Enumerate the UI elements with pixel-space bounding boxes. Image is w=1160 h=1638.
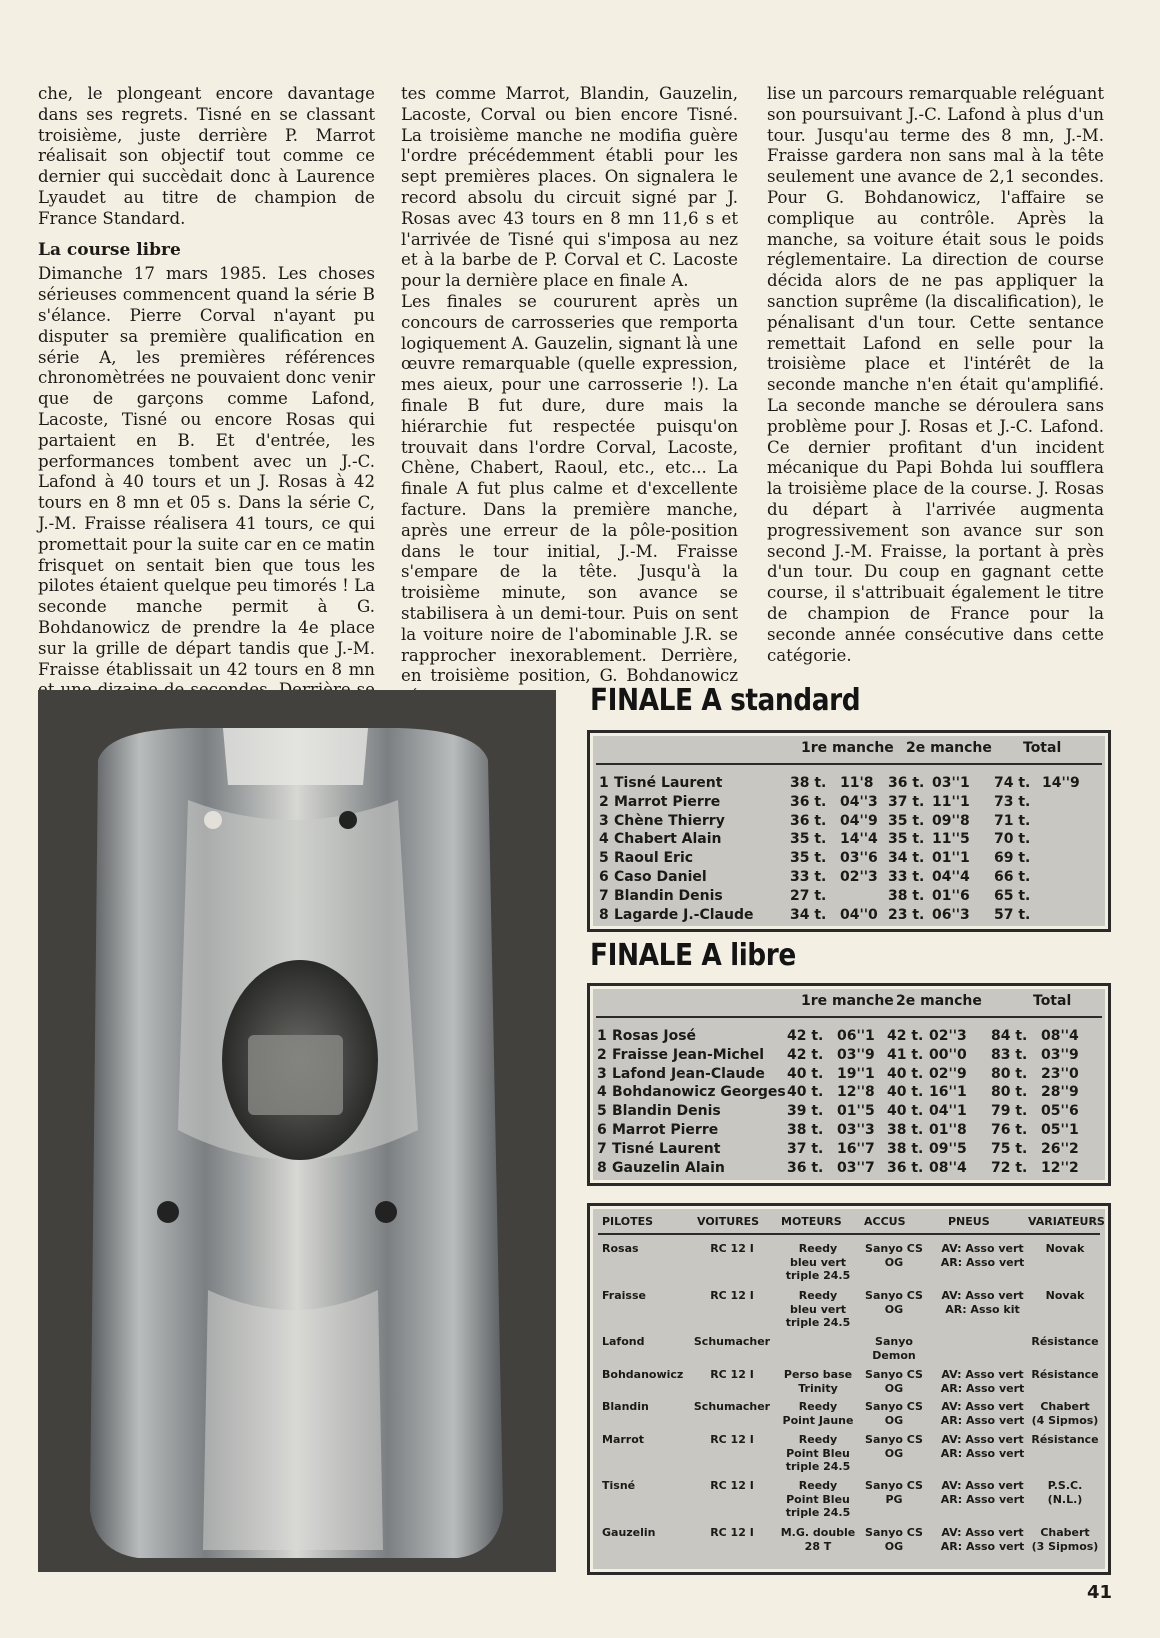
cell-m1t: 35 t. xyxy=(790,831,827,848)
cell-pneus: AV: Asso vert AR: Asso vert xyxy=(940,1479,1025,1506)
cell-m2t: 38 t. xyxy=(887,1140,924,1157)
cell-pos: 4 xyxy=(599,831,609,848)
cell-tt: 72 t. xyxy=(991,1159,1028,1176)
cell-pilote: Tisné xyxy=(602,1479,636,1492)
cell-m1t: 34 t. xyxy=(790,906,827,923)
cell-m2s: 01''8 xyxy=(929,1121,967,1138)
cell-name: Marrot Pierre xyxy=(612,1121,719,1138)
table-row xyxy=(590,1140,1108,1159)
cell-m2s: 09''5 xyxy=(929,1140,967,1157)
cell-m2s: 04''4 xyxy=(932,868,970,885)
cell-m1t: 42 t. xyxy=(787,1028,824,1044)
cell-m1t: 33 t. xyxy=(790,868,827,885)
cell-name: Fraisse Jean-Michel xyxy=(612,1046,765,1063)
cell-pos: 4 xyxy=(597,1084,607,1101)
cell-ts: 28''9 xyxy=(1041,1084,1079,1101)
cell-variateur: Chabert (3 Sipmos) xyxy=(1031,1526,1099,1553)
cell-m1s: 03''7 xyxy=(837,1159,875,1176)
cell-m1s: 03''3 xyxy=(837,1121,875,1138)
cell-pneus: AV: Asso vert AR: Asso vert xyxy=(940,1526,1025,1553)
table-row xyxy=(590,1046,1108,1065)
cell-m2s: 09''8 xyxy=(932,812,970,829)
cell-m2s: 01''1 xyxy=(932,850,970,867)
cell-m1t: 39 t. xyxy=(787,1103,824,1120)
cell-pos: 2 xyxy=(597,1046,607,1063)
header-voitures: VOITURES xyxy=(697,1215,760,1228)
table-row xyxy=(590,868,1108,887)
cell-accus: Sanyo CS OG xyxy=(865,1368,923,1395)
table-row xyxy=(590,887,1108,906)
cell-variateur: Résistance xyxy=(1031,1335,1099,1348)
table-row xyxy=(590,1102,1108,1121)
cell-voiture: RC 12 I xyxy=(710,1479,754,1492)
header-variateurs: VARIATEURS xyxy=(1028,1215,1105,1228)
cell-name: Tisné Laurent xyxy=(614,775,723,791)
cell-moteur: Perso base Trinity xyxy=(783,1368,853,1395)
cell-pos: 8 xyxy=(599,906,609,923)
cell-pos: 8 xyxy=(597,1159,607,1176)
equipment-table xyxy=(587,1203,1111,1575)
cell-m1s: 19''1 xyxy=(837,1065,875,1082)
cell-variateur: Résistance xyxy=(1031,1433,1099,1446)
cell-m2t: 40 t. xyxy=(887,1103,924,1120)
cell-m1s: 06''1 xyxy=(837,1028,875,1044)
table-row xyxy=(590,1065,1108,1084)
cell-moteur: Reedy Point Bleu triple 24.5 xyxy=(785,1479,851,1519)
table-row xyxy=(590,1027,1108,1046)
finale-standard-table xyxy=(587,730,1111,932)
paragraph: Les finales se coururent après un concours de carrosseries que remporta logiquement A. Gauzelin, signant là une œuvre remarquable (quelle expression, mes aieux, pour une carrosserie !). La finale B fut dure, dure mais la hiérarchie fut respectée puisqu'on trouvait dans l'ordre Corval, Lacoste, Chène, Chabert, Raoul, etc., etc... La finale A fut plus calme et d'excellente facture. Dans la première manche, après une erreur de la pôle-position dans le tour initial, J.-M. Fraisse s'empare de la tête. Jusqu'à la troisième minute, son avance se stabilisera à un demi-tour. Puis on sent la voiture noire de l'abominable J.R. se rapprocher inexorablement. Derrière, en troisième position, G. Bohdanowicz xyxy=(401,291,738,686)
paragraph: lise un parcours remarquable reléguant son poursuivant J.-C. Lafond à plus d'un tour. Jusqu'au terme des 8 mn, J.-M. Fraisse gardera non sans mal à la tête seulement une avance de 2,1 secondes. Pour G. Bohdanowicz, l'affaire se complique au contrôle. Après la manche, sa voiture était sous le poids réglementaire. La direction de course décida alors de ne pas appliquer la sanction suprême (la discalification), le pénalisant d'un tour. Cette sentance remettait Lafond en selle pour la troisième place et l'intérêt de la seconde manche n'en était qu'amplifié. La seconde manche se déroulera sans problème pour J. Rosas et J.-C. Lafond. Ce dernier profitant d'un incident mécanique du Papi Bohda lui soufflera la troisième place de la course. J. Rosas du départ à l'arrivée augmenta progressivement son avance sur son second J.-M. Fraisse, la portant à près d'un tour. Du coup en gagnant cette course, il s'attribuait également le titre de champion de France pour la seconde année consécutive dans cette catégorie. xyxy=(767,84,1104,665)
header-total: Total xyxy=(1023,740,1062,756)
cell-pos: 2 xyxy=(599,793,609,810)
table-row xyxy=(590,774,1108,793)
cell-m1t: 36 t. xyxy=(787,1159,824,1176)
cell-pneus: AV: Asso vert AR: Asso vert xyxy=(940,1400,1025,1427)
cell-name: Bohdanowicz Georges xyxy=(612,1084,786,1101)
cell-voiture: RC 12 I xyxy=(710,1433,754,1446)
cell-m1t: 37 t. xyxy=(787,1140,824,1157)
cell-voiture: RC 12 I xyxy=(710,1289,754,1302)
cell-name: Tisné Laurent xyxy=(612,1140,721,1157)
cell-voiture: Schumacher xyxy=(693,1400,771,1413)
cell-moteur: Reedy bleu vert triple 24.5 xyxy=(785,1242,851,1282)
table-row xyxy=(590,1083,1108,1102)
header-total: Total xyxy=(1033,993,1072,1009)
cell-m1s: 01''5 xyxy=(837,1103,875,1120)
cell-variateur: Chabert (4 Sipmos) xyxy=(1031,1400,1099,1427)
cell-m1s: 03''9 xyxy=(837,1046,875,1063)
paragraph: tes comme Marrot, Blandin, Gauzelin, Lacoste, Corval ou bien encore Tisné. La troisième manche ne modifia guère l'ordre précédemment établi pour les sept premières places. On signalera le record absolu du circuit signé par J. Rosas avec 43 tours en 8 mn 11,6 s et l'arrivée de Tisné qui s'imposa au nez et à la barbe de P. Corval et C. Lacoste pour la dernière place en finale A. xyxy=(401,84,738,291)
cell-m1t: 40 t. xyxy=(787,1065,824,1082)
car-body-illustration xyxy=(38,690,556,1572)
cell-pos: 1 xyxy=(599,775,609,791)
cell-m1s: 04''9 xyxy=(840,812,878,829)
cell-m2t: 34 t. xyxy=(888,850,925,867)
cell-m1t: 38 t. xyxy=(790,775,827,791)
paragraph: che, le plongeant encore davantage dans ses regrets. Tisné en se classant troisième, juste derrière P. Marrot réalisait son objectif tout comme ce dernier qui succèdait donc à Laurence Lyaudet au titre de champion de France Standard. xyxy=(38,84,375,228)
cell-m1t: 36 t. xyxy=(790,793,827,810)
cell-moteur: M.G. double 28 T xyxy=(780,1526,856,1553)
cell-ts: 23''0 xyxy=(1041,1065,1079,1082)
cell-accus: Sanyo Demon xyxy=(872,1335,916,1362)
cell-m1t: 36 t. xyxy=(790,812,827,829)
page-number: 41 xyxy=(1087,1582,1113,1603)
cell-m2s: 00''0 xyxy=(929,1046,967,1063)
table-row xyxy=(590,1121,1108,1140)
cell-ts: 03''9 xyxy=(1041,1046,1079,1063)
cell-tt: 65 t. xyxy=(994,887,1031,904)
cell-pos: 3 xyxy=(597,1065,607,1082)
cell-m2t: 35 t. xyxy=(888,812,925,829)
paragraph: Dimanche 17 mars 1985. Les choses sérieuses commencent quand la série B s'élance. Pierre Corval n'ayant pu disputer sa première qualification en série A, les premières références chronomètrées ne pouvaient donc venir que de garçons comme Lafond, Lacoste, Tisné ou encore Rosas qui partaient en B. Et d'entrée, les performances tombent avec un J.-C. Lafond à 40 tours et un J. Rosas à 42 tours en 8 mn et 05 s. Dans la série C, J.-M. Fraisse réalisera 41 tours, ce qui promettait pour la suite car en ce matin frisquet on sentait bien que tous les pilotes étaient quelque peu timorés ! La seconde manche permit à G. Bohdanowicz de prendre la 4e place sur la grille de départ tandis que J.-M. Fraisse établissait un 42 tours en 8 mn xyxy=(38,264,375,679)
cell-tt: 71 t. xyxy=(994,812,1031,829)
header-manche-1: 1re manche xyxy=(801,740,894,756)
cell-tt: 57 t. xyxy=(994,906,1031,923)
cell-pilote: Bohdanowicz xyxy=(602,1368,684,1381)
cell-variateur: Résistance xyxy=(1031,1368,1099,1381)
cell-voiture: RC 12 I xyxy=(710,1368,754,1381)
cell-tt: 79 t. xyxy=(991,1103,1028,1120)
cell-m2t: 23 t. xyxy=(888,906,925,923)
cell-voiture: RC 12 I xyxy=(710,1526,754,1539)
cell-tt: 76 t. xyxy=(991,1121,1028,1138)
cell-voiture: RC 12 I xyxy=(710,1242,754,1255)
result-rows xyxy=(590,1018,1108,1177)
cell-pneus: AV: Asso vert AR: Asso vert xyxy=(940,1242,1025,1269)
cell-pneus: AV: Asso vert AR: Asso vert xyxy=(940,1368,1025,1395)
cell-tt: 74 t. xyxy=(994,775,1031,791)
cell-m1s: 12''8 xyxy=(837,1084,875,1101)
cell-m2s: 11''5 xyxy=(932,831,970,848)
cell-variateur: Novak xyxy=(1045,1242,1085,1255)
cell-tt: 83 t. xyxy=(991,1046,1028,1063)
table-row xyxy=(590,793,1108,812)
cell-tt: 70 t. xyxy=(994,831,1031,848)
cell-name: Gauzelin Alain xyxy=(612,1159,725,1176)
cell-pos: 6 xyxy=(599,868,609,885)
cell-ts: 14''9 xyxy=(1042,775,1080,791)
cell-ts: 05''6 xyxy=(1041,1103,1079,1120)
cell-m1s: 11'8 xyxy=(840,775,874,791)
cell-m2s: 02''3 xyxy=(929,1028,967,1044)
cell-ts: 12''2 xyxy=(1041,1159,1079,1176)
table-header xyxy=(596,986,1102,1018)
cell-m1t: 42 t. xyxy=(787,1046,824,1063)
cell-name: Chabert Alain xyxy=(614,831,722,848)
cell-variateur: Novak xyxy=(1045,1289,1085,1302)
cell-pilote: Blandin xyxy=(602,1400,649,1413)
cell-accus: Sanyo CS OG xyxy=(865,1433,923,1460)
section-heading: La course libre xyxy=(38,239,181,260)
cell-pos: 1 xyxy=(597,1028,607,1044)
table-row xyxy=(590,1159,1108,1178)
header-divider xyxy=(598,1233,1100,1235)
cell-m1t: 27 t. xyxy=(790,887,827,904)
cell-ts: 26''2 xyxy=(1041,1140,1079,1157)
cell-name: Raoul Eric xyxy=(614,850,694,867)
cell-m1s: 04''0 xyxy=(840,906,878,923)
cell-moteur: Reedy Point Jaune xyxy=(782,1400,854,1427)
cell-m2s: 04''1 xyxy=(929,1103,967,1120)
cell-tt: 73 t. xyxy=(994,793,1031,810)
cell-tt: 80 t. xyxy=(991,1084,1028,1101)
cell-m1t: 38 t. xyxy=(787,1121,824,1138)
cell-pilote: Fraisse xyxy=(602,1289,646,1302)
cell-pneus: AV: Asso vert AR: Asso kit xyxy=(941,1289,1024,1316)
cell-pilote: Marrot xyxy=(602,1433,645,1446)
cell-accus: Sanyo CS PG xyxy=(865,1479,923,1506)
cell-name: Lafond Jean-Claude xyxy=(612,1065,765,1082)
cell-tt: 69 t. xyxy=(994,850,1031,867)
cell-pilote: Lafond xyxy=(602,1335,645,1348)
finale-libre-table xyxy=(587,983,1111,1186)
cell-m1t: 35 t. xyxy=(790,850,827,867)
cell-m2t: 38 t. xyxy=(887,1121,924,1138)
table-row xyxy=(590,830,1108,849)
cell-name: Rosas José xyxy=(612,1028,697,1044)
cell-accus: Sanyo CS OG xyxy=(865,1526,923,1553)
cell-m2t: 35 t. xyxy=(888,831,925,848)
cell-pilote: Rosas xyxy=(602,1242,639,1255)
cell-accus: Sanyo CS OG xyxy=(865,1289,923,1316)
cell-m2s: 03''1 xyxy=(932,775,970,791)
cell-m1s: 16''7 xyxy=(837,1140,875,1157)
cell-name: Chène Thierry xyxy=(614,812,725,829)
cell-tt: 80 t. xyxy=(991,1065,1028,1082)
header-pneus: PNEUS xyxy=(948,1215,990,1228)
cell-m2s: 11''1 xyxy=(932,793,970,810)
cell-tt: 66 t. xyxy=(994,868,1031,885)
table-header xyxy=(596,733,1102,765)
cell-m1s: 14''4 xyxy=(840,831,878,848)
cell-moteur: Reedy Point Bleu triple 24.5 xyxy=(785,1433,851,1473)
cell-m2t: 40 t. xyxy=(887,1084,924,1101)
finale-libre-title: FINALE A libre xyxy=(590,938,796,973)
cell-name: Marrot Pierre xyxy=(614,793,721,810)
cell-m1s: 03''6 xyxy=(840,850,878,867)
cell-name: Blandin Denis xyxy=(614,887,723,904)
cell-variateur: P.S.C. (N.L.) xyxy=(1047,1479,1083,1506)
header-manche-2: 2e manche xyxy=(896,993,982,1009)
finale-standard-title: FINALE A standard xyxy=(590,683,861,718)
cell-moteur: Reedy bleu vert triple 24.5 xyxy=(785,1289,851,1329)
cell-m2t: 33 t. xyxy=(888,868,925,885)
cell-pos: 7 xyxy=(599,887,609,904)
cell-pos: 3 xyxy=(599,812,609,829)
cell-ts: 05''1 xyxy=(1041,1121,1079,1138)
cell-m2t: 42 t. xyxy=(887,1028,924,1044)
cell-m2t: 37 t. xyxy=(888,793,925,810)
cell-m2s: 08''4 xyxy=(929,1159,967,1176)
cell-pos: 5 xyxy=(599,850,609,867)
car-body-photo xyxy=(38,690,556,1572)
cell-m1s: 04''3 xyxy=(840,793,878,810)
table-row xyxy=(590,812,1108,831)
cell-m2t: 36 t. xyxy=(887,1159,924,1176)
header-pilotes: PILOTES xyxy=(602,1215,654,1228)
header-manche-1: 1re manche xyxy=(801,993,894,1009)
cell-pos: 6 xyxy=(597,1121,607,1138)
cell-name: Lagarde J.-Claude xyxy=(614,906,754,923)
cell-m2s: 01''6 xyxy=(932,887,970,904)
cell-pilote: Gauzelin xyxy=(602,1526,656,1539)
table-row xyxy=(590,849,1108,868)
table-row xyxy=(590,906,1108,925)
cell-m2t: 40 t. xyxy=(887,1065,924,1082)
cell-m1s: 02''3 xyxy=(840,868,878,885)
text-column-1 xyxy=(38,84,375,722)
cell-accus: Sanyo CS OG xyxy=(865,1400,923,1427)
cell-m2t: 38 t. xyxy=(888,887,925,904)
cell-m1t: 40 t. xyxy=(787,1084,824,1101)
cell-m2s: 02''9 xyxy=(929,1065,967,1082)
cell-tt: 75 t. xyxy=(991,1140,1028,1157)
cell-pos: 5 xyxy=(597,1103,607,1120)
cell-m2t: 36 t. xyxy=(888,775,925,791)
cell-pos: 7 xyxy=(597,1140,607,1157)
text-column-3 xyxy=(767,84,1104,666)
cell-m2s: 06''3 xyxy=(932,906,970,923)
cell-ts: 08''4 xyxy=(1041,1028,1079,1044)
cell-voiture: Schumacher xyxy=(693,1335,771,1348)
cell-m2t: 41 t. xyxy=(887,1046,924,1063)
result-rows xyxy=(590,765,1108,924)
cell-accus: Sanyo CS OG xyxy=(865,1242,923,1269)
header-manche-2: 2e manche xyxy=(906,740,992,756)
text-column-2 xyxy=(401,84,738,708)
header-accus: ACCUS xyxy=(864,1215,906,1228)
cell-tt: 84 t. xyxy=(991,1028,1028,1044)
cell-name: Blandin Denis xyxy=(612,1103,721,1120)
cell-pneus: AV: Asso vert AR: Asso vert xyxy=(940,1433,1025,1460)
cell-name: Caso Daniel xyxy=(614,868,707,885)
cell-m2s: 16''1 xyxy=(929,1084,967,1101)
header-moteurs: MOTEURS xyxy=(781,1215,842,1228)
